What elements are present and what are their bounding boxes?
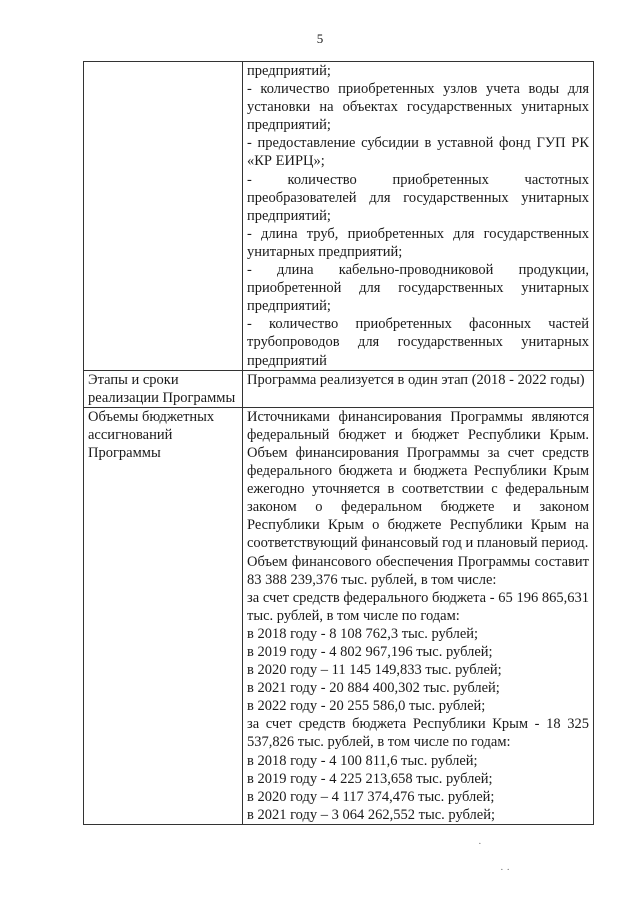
paragraph: Программа реализуется в один этап (2018 - 2022 годы) [247, 371, 585, 388]
list-item: в 2020 году – 11 145 149,833 тыс. рублей; [247, 662, 502, 679]
list-item: в 2019 году - 4 802 967,196 тыс. рублей; [247, 644, 493, 660]
scan-speck: · · [500, 864, 511, 876]
row-label-empty [84, 62, 243, 371]
list-item: в 2021 году – 3 064 262,552 тыс. рублей; [247, 806, 496, 823]
list-item: в 2018 году - 8 108 762,3 тыс. рублей; [247, 625, 479, 642]
stages-cell [243, 370, 594, 407]
program-passport-table [83, 61, 594, 825]
table-row-targets [84, 62, 594, 371]
table-row-budget [84, 407, 594, 824]
row-label-stages: Этапы и сроки реализации Программы [84, 370, 243, 407]
list-item: - предоставление субсидии в уставной фонд ГУП РК «КР ЕИРЦ»; [247, 135, 589, 170]
list-item: - количество приобретенных узлов учета воды для установки на объектах государственных унитарных предприятий; [247, 81, 589, 134]
paragraph: Объем финансового обеспечения Программы составит 83 388 239,376 тыс. рублей, в том числе: [247, 553, 589, 588]
list-item: - количество приобретенных частотных преобразователей для государственных унитарных предприятий; [247, 171, 589, 224]
list-item: - длина труб, приобретенных для государственных унитарных предприятий; [247, 225, 589, 260]
table-row-stages [84, 370, 594, 407]
list-item: в 2021 году - 20 884 400,302 тыс. рублей; [247, 680, 500, 697]
list-item: - количество приобретенных фасонных частей трубопроводов для государственных унитарных предприятий [247, 316, 589, 369]
row-label-budget: Объемы бюджетных ассигнований Программы [84, 407, 243, 824]
paragraph: Источниками финансирования Программы являются федеральный бюджет и бюджет Республики Крым. Объем финансирования Программы за счет средств федерального бюджета и бюджета Республики Крым ежегодно уточняется в соответствии с федеральным законом о федеральном бюджете и законом Республики Крым о бюджете Республики Крым на соответствующий финансовый год и плановый период. [247, 408, 589, 552]
targets-cell [243, 62, 594, 371]
list-item: в 2018 году - 4 100 811,6 тыс. рублей; [247, 752, 478, 769]
list-item: предприятий; [247, 63, 331, 79]
list-item: - длина кабельно-проводниковой продукции, приобретенной для государственных унитарных предприятий; [247, 262, 589, 315]
paragraph: за счет средств бюджета Республики Крым - 18 325 537,826 тыс. рублей, в том числе по годам: [247, 716, 589, 751]
list-item: в 2022 году - 20 255 586,0 тыс. рублей; [247, 698, 486, 715]
budget-cell [243, 407, 594, 824]
list-item: в 2020 году – 4 117 374,476 тыс. рублей; [247, 788, 495, 805]
paragraph: за счет средств федерального бюджета - 65 196 865,631 тыс. рублей, в том числе по годам: [247, 589, 589, 624]
scan-speck: · [478, 838, 482, 850]
page-number: 5 [316, 31, 324, 46]
list-item: в 2019 году - 4 225 213,658 тыс. рублей; [247, 770, 493, 787]
